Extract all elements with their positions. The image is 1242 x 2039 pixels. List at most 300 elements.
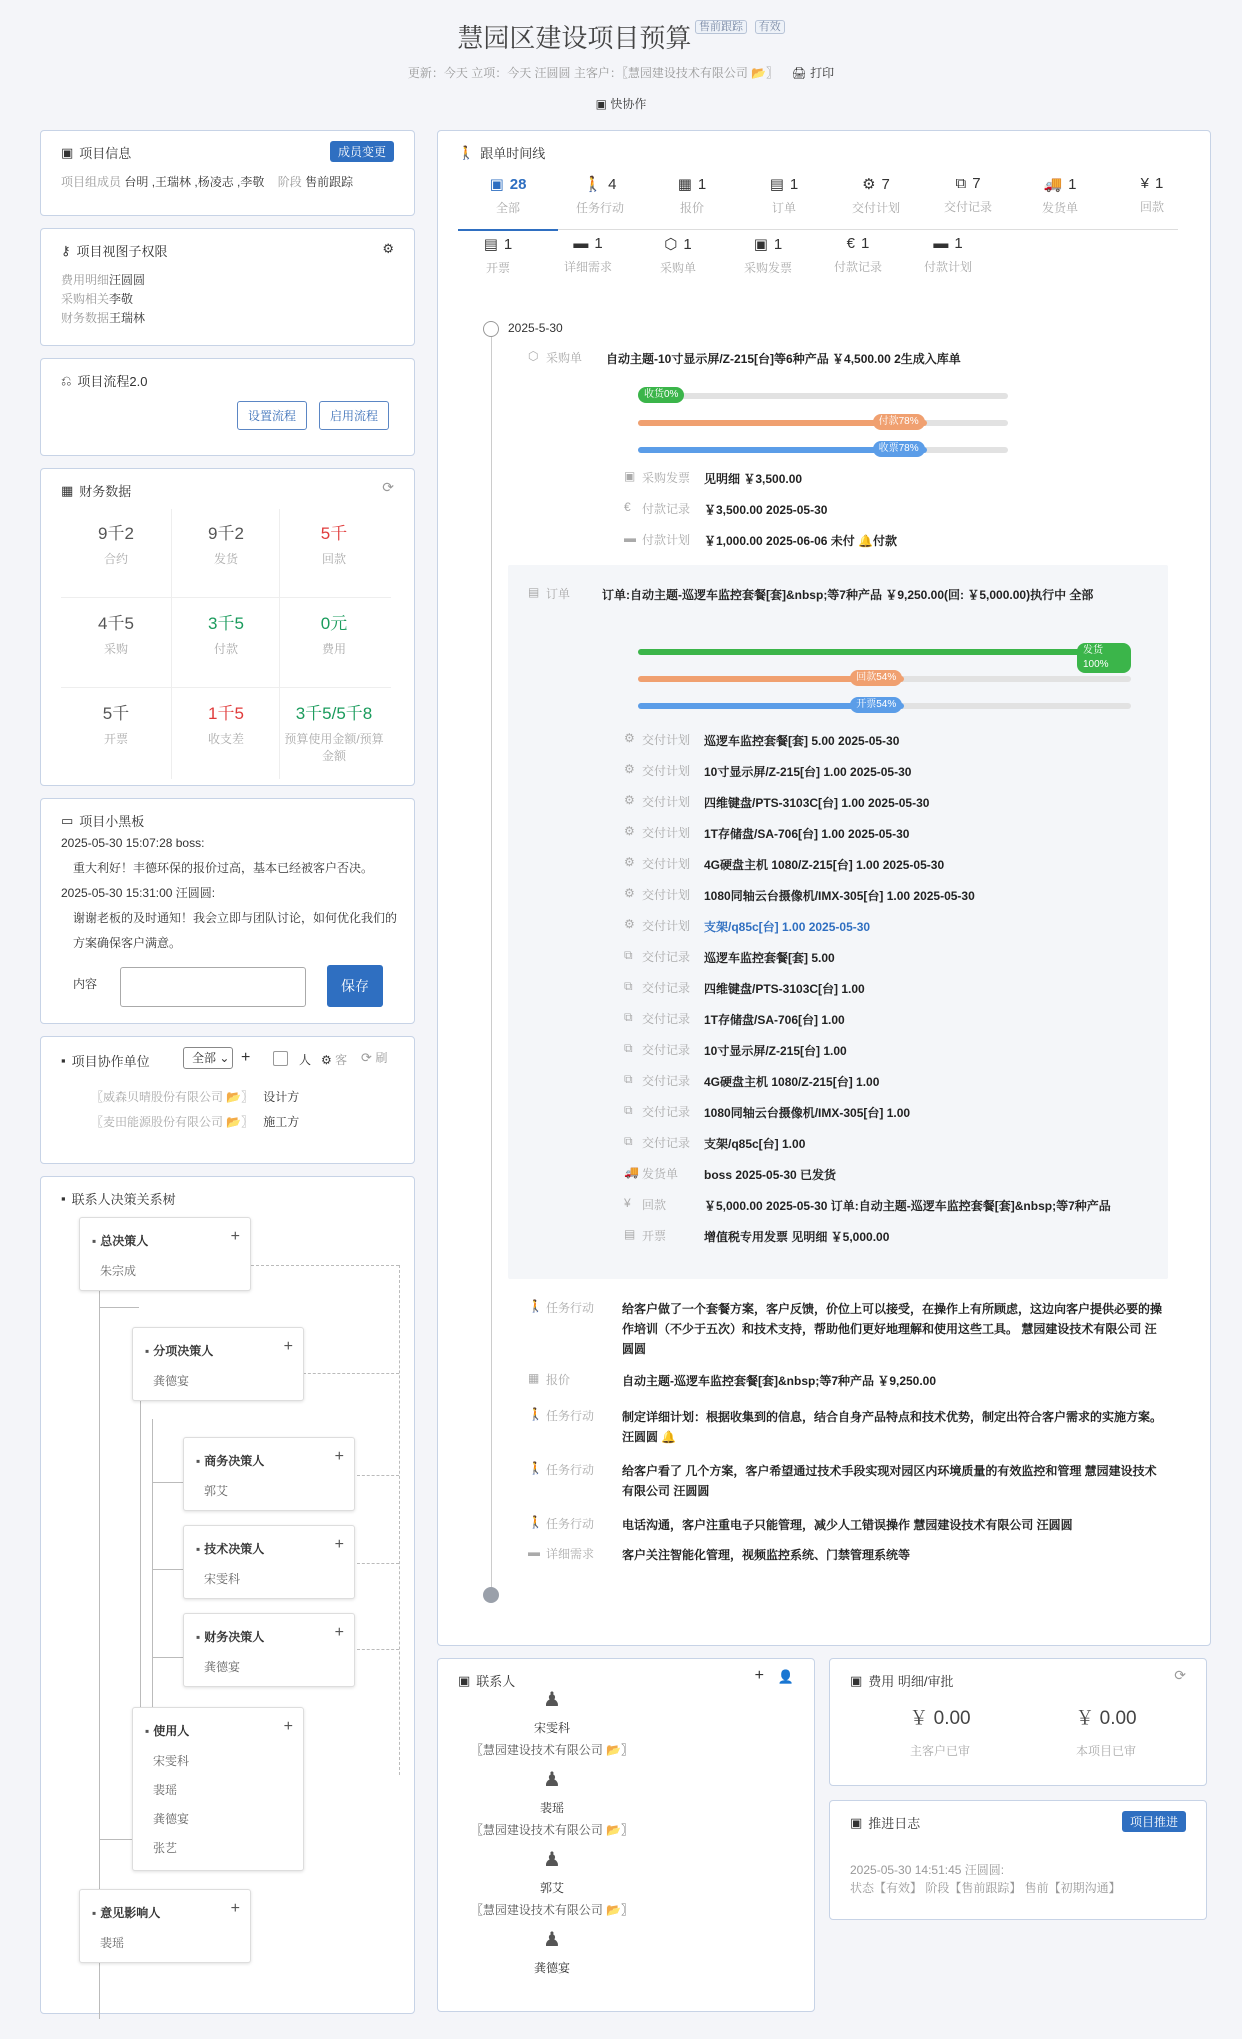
log-line: 状态【有效】 阶段【售前跟踪】 售前【初期沟通】 [850, 1881, 1121, 1895]
tree-dashed-connector [303, 1373, 399, 1374]
permission-panel [40, 228, 415, 346]
timeline-tab[interactable] [548, 235, 628, 275]
stat-label: 合约 [103, 552, 128, 566]
row-type: 交付记录 [642, 1043, 691, 1057]
row-text: ￥5,000.00 2025-05-30 订单:自动主题-巡逻车监控套餐[套]&nbsp;等7种产品 [704, 1199, 1111, 1213]
expense-amount: ￥ 0.00 [909, 1708, 971, 1729]
timeline-row[interactable] [624, 1134, 1184, 1154]
finance-title: 财务数据 [79, 484, 132, 499]
row-type: 交付计划 [642, 733, 691, 747]
expense-label: 主客户已审 [909, 1744, 970, 1758]
tab-count: 1 [1068, 176, 1077, 193]
row-icon: ⧉ [624, 979, 633, 993]
timeline-row[interactable] [624, 886, 1184, 906]
contact-name[interactable]: 裴瑶 [539, 1801, 564, 1815]
person-checkbox[interactable] [273, 1051, 288, 1066]
role-icon: ▪ [92, 1234, 97, 1248]
finance-stat[interactable] [61, 519, 171, 567]
tab-icon: ▬ [933, 235, 949, 252]
finance-icon: ▦ [61, 482, 74, 498]
finance-stat[interactable] [61, 609, 171, 657]
timeline-tab[interactable] [744, 175, 824, 216]
decision-node[interactable] [132, 1707, 304, 1871]
row-type: 交付计划 [642, 919, 691, 933]
decision-member[interactable]: 张艺 [153, 1841, 178, 1855]
coop-row[interactable] [91, 1085, 299, 1110]
progress-bar [638, 443, 1008, 454]
activity-item[interactable] [528, 1407, 1168, 1447]
board-icon: ▭ [61, 812, 74, 828]
contact-name[interactable]: 宋雯科 [533, 1721, 570, 1735]
decision-node[interactable] [132, 1327, 304, 1401]
coop-panel [40, 1036, 415, 1164]
tab-label: 交付计划 [851, 201, 900, 215]
grid-divider [61, 687, 391, 688]
activity-icon: 🚶 [528, 1407, 543, 1421]
row-icon: ⚙ [624, 731, 635, 745]
activity-item[interactable] [528, 1461, 1168, 1501]
tab-divider [558, 229, 1178, 230]
timeline-tab[interactable] [836, 175, 916, 216]
purchase-order-item[interactable]: ⬡ 采购单 自动主题-10寸显示屏/Z-215[台]等6种产品 ￥4,500.00 2生成入库单 [528, 349, 961, 366]
message-header: 2025-05-30 15:07:28 boss: [61, 836, 205, 850]
save-button[interactable]: 保存 [327, 965, 383, 1007]
progress-bar [638, 416, 1008, 427]
decision-member[interactable]: 龚德宴 [204, 1660, 241, 1674]
members-value: 台明 ,王瑞林 ,杨凌志 ,李敬 [124, 175, 265, 189]
row-text: ￥1,000.00 2025-06-06 未付 🔔付款 [704, 534, 898, 548]
row-type: 交付计划 [642, 795, 691, 809]
contacts-title: 联系人 [476, 1674, 516, 1689]
tab-label: 全部 [495, 201, 520, 215]
timeline-end-dot [483, 1587, 499, 1603]
row-text: 支架/q85c[台] 1.00 2025-05-30 [704, 920, 871, 934]
grid-divider [279, 509, 280, 779]
activity-type: 任务行动 [546, 1517, 595, 1531]
decision-member[interactable]: 朱宗成 [100, 1264, 137, 1278]
contact-company[interactable]: 〖慧园建设技术有限公司 📂〗 [470, 1823, 634, 1837]
row-text: 1T存储盘/SA-706[台] 1.00 2025-05-30 [704, 827, 910, 841]
row-text: 巡逻车监控套餐[套] 5.00 2025-05-30 [704, 734, 900, 748]
activity-type: 报价 [546, 1373, 571, 1387]
add-member-button[interactable]: + [334, 1536, 344, 1553]
person-icon: ♟ [543, 1849, 561, 1871]
project-advance-button[interactable]: 项目推进 [1122, 1811, 1186, 1832]
expense-label: 本项目已审 [1075, 1744, 1136, 1758]
tab-icon: ▤ [483, 236, 498, 253]
perm-label: 费用明细 [61, 273, 110, 287]
row-type: 交付记录 [642, 1074, 691, 1088]
contact-company[interactable]: 〖慧园建设技术有限公司 📂〗 [470, 1903, 634, 1917]
decision-node[interactable] [183, 1525, 355, 1599]
progress-tag: 付款78% [873, 414, 925, 430]
row-icon: ⧉ [624, 1103, 633, 1117]
decision-member[interactable]: 龚德宴 [153, 1812, 190, 1826]
gear-icon[interactable]: ⚙ [382, 241, 394, 256]
grid-divider [61, 597, 391, 598]
row-text: 1T存储盘/SA-706[台] 1.00 [704, 1013, 845, 1027]
contacts-icon: ▣ [458, 1672, 471, 1688]
tab-label: 付款计划 [923, 260, 972, 274]
person-icon: ♟ [543, 1769, 561, 1791]
perm-value: 李敬 [109, 292, 134, 306]
add-member-button[interactable]: + [334, 1624, 344, 1641]
activity-icon: 🚶 [528, 1515, 543, 1529]
coop-filter-select[interactable]: 全部 ⌄ [183, 1047, 233, 1069]
set-flow-button[interactable]: 设置流程 [237, 401, 307, 430]
tab-label: 交付记录 [943, 200, 992, 214]
stat-value: 1千5 [208, 704, 244, 723]
cube-icon: ⬡ [528, 349, 539, 363]
tab-icon: 🚶 [583, 176, 603, 193]
tab-count: 7 [881, 176, 890, 193]
decision-member[interactable]: 宋雯科 [204, 1572, 241, 1586]
activity-item[interactable] [528, 1371, 1168, 1391]
row-type: 交付记录 [642, 1136, 691, 1150]
timeline-tab[interactable] [1112, 175, 1192, 215]
row-icon: ▣ [624, 469, 636, 483]
timeline-tab[interactable] [908, 235, 988, 275]
activity-type: 任务行动 [546, 1301, 595, 1315]
tree-title: 联系人决策关系树 [71, 1192, 176, 1207]
collab-icon: ▣ [595, 97, 607, 111]
row-icon: ⧉ [624, 1010, 633, 1024]
coop-role: 设计方 [263, 1090, 300, 1104]
role-icon: ▪ [196, 1542, 201, 1556]
tab-icon: € [846, 235, 855, 252]
tree-dashed-connector [357, 1649, 399, 1650]
row-type: 交付记录 [642, 950, 691, 964]
perm-value: 王瑞林 [109, 311, 146, 325]
person-icon: ♟ [543, 1929, 561, 1951]
info-title: 项目信息 [79, 146, 132, 161]
timeline-row[interactable] [624, 762, 1184, 782]
timeline-row[interactable] [624, 948, 1184, 968]
timeline-tab[interactable] [1020, 175, 1100, 216]
status-badge: 有效 [755, 20, 785, 34]
print-icon: 🖨 [791, 66, 807, 80]
tree-dashed-connector [357, 1475, 399, 1476]
timeline-row[interactable] [624, 1072, 1184, 1092]
progress-bar [638, 645, 1131, 670]
timeline-row[interactable] [624, 500, 1184, 520]
print-link[interactable]: 🖨 打印 [791, 66, 835, 80]
finance-stat[interactable] [171, 519, 281, 567]
decision-member[interactable]: 裴瑶 [153, 1783, 178, 1797]
timeline-row[interactable] [624, 1165, 1184, 1185]
role-icon: ▪ [92, 1906, 97, 1920]
collab-link[interactable]: ▣ 快协作 [595, 97, 647, 111]
add-member-button[interactable]: + [230, 1228, 240, 1245]
contact-company[interactable]: 〖慧园建设技术有限公司 📂〗 [470, 1743, 634, 1757]
stat-label: 费用 [321, 642, 346, 656]
contact-name[interactable]: 龚德宴 [533, 1961, 570, 1975]
coop-row[interactable] [91, 1110, 299, 1135]
decision-node-title: ▪ 意见影响人 [92, 1906, 161, 1920]
grid-divider [171, 509, 172, 779]
role-icon: ▪ [145, 1724, 150, 1738]
tree-dashed-connector [399, 1265, 400, 1775]
row-text: 四维键盘/PTS-3103C[台] 1.00 [704, 982, 865, 996]
walk-icon: 🚶 [458, 144, 475, 160]
tree-connector [99, 1307, 139, 1308]
timeline-row[interactable] [624, 1196, 1184, 1216]
row-icon: ⧉ [624, 1134, 633, 1148]
timeline-tab[interactable] [468, 175, 548, 216]
progress-fill [638, 649, 1131, 655]
tab-count: 1 [503, 236, 513, 253]
perm-value: 汪圆圆 [109, 273, 146, 287]
activity-text: 客户关注智能化管理，视频监控系统、门禁管理系统等 [622, 1548, 911, 1562]
activity-text: 给客户做了一个套餐方案，客户反馈，价位上可以接受，在操作上有所顾虑，这边向客户提供必要的操作培训（不少于五次）和技术支持，帮助他们更好地理解和使用这些工具。 慧园建设技术有限公司 汪圆圆 [622, 1302, 1163, 1356]
perm-row [61, 309, 145, 328]
member-change-button[interactable]: 成员变更 [330, 141, 394, 162]
row-icon: ⚙ [624, 824, 635, 838]
stat-label: 收支差 [207, 732, 244, 746]
timeline-row[interactable] [624, 824, 1184, 844]
tab-label: 订单 [771, 201, 796, 215]
tab-label: 采购单 [659, 261, 696, 275]
timeline-row[interactable] [624, 1227, 1184, 1247]
stage-badge: 售前跟踪 [695, 20, 747, 34]
perm-row [61, 271, 145, 290]
row-icon: ⚙ [624, 855, 635, 869]
activity-type: 任务行动 [546, 1463, 595, 1477]
info-icon: ▣ [61, 144, 74, 160]
add-member-button[interactable]: + [283, 1338, 293, 1355]
tree-icon: ▪ [61, 1191, 66, 1206]
tab-icon: ▦ [677, 176, 692, 193]
timeline-row[interactable] [624, 1041, 1184, 1061]
content-input[interactable] [120, 967, 306, 1007]
add-member-button[interactable]: + [334, 1448, 344, 1465]
stat-label: 预算使用金额/预算金额 [284, 732, 384, 763]
document-icon: ▤ [528, 585, 540, 599]
tab-count: 1 [773, 236, 783, 253]
timeline-row[interactable] [624, 855, 1184, 875]
activity-text: 自动主题-巡逻车监控套餐[套]&nbsp;等7种产品 ￥9,250.00 [622, 1374, 937, 1388]
expense-amount: ￥ 0.00 [1075, 1708, 1137, 1729]
activity-icon: 🚶 [528, 1461, 543, 1475]
row-text: 4G硬盘主机 1080/Z-215[台] 1.00 2025-05-30 [704, 858, 945, 872]
settle-icon[interactable]: ⚙ 客 [321, 1053, 348, 1067]
stat-value: 5千 [320, 524, 348, 543]
decision-node-title: ▪ 商务决策人 [196, 1454, 265, 1468]
coop-company: 〖威森贝晴股份有限公司 📂〗 [91, 1090, 254, 1104]
tab-icon: ▣ [753, 236, 768, 253]
decision-node-title: ▪ 财务决策人 [196, 1630, 265, 1644]
refresh-icon[interactable]: ⟳ [382, 479, 394, 495]
timeline-tab[interactable] [638, 235, 718, 276]
decision-node[interactable] [183, 1437, 355, 1511]
perm-label: 采购相关 [61, 292, 110, 306]
progress-tag: 回款54% [850, 670, 902, 686]
active-tab-indicator [458, 229, 558, 231]
header-meta [0, 64, 1242, 81]
row-text: 巡逻车监控套餐[套] 5.00 [704, 951, 835, 965]
decision-node-title: ▪ 技术决策人 [196, 1542, 265, 1556]
row-type: 交付计划 [642, 764, 691, 778]
tab-count: 1 [683, 236, 692, 253]
tree-dashed-connector [357, 1563, 399, 1564]
finance-stat[interactable] [279, 519, 389, 567]
tab-count: 1 [1155, 175, 1164, 192]
row-text: 支架/q85c[台] 1.00 [704, 1137, 806, 1151]
decision-member[interactable]: 宋雯科 [153, 1754, 190, 1768]
progress-tag: 开票54% [850, 697, 902, 713]
activity-type: 任务行动 [546, 1409, 595, 1423]
timeline-row[interactable] [624, 469, 1184, 489]
tab-icon: ▬ [573, 235, 589, 252]
tab-count: 1 [861, 235, 870, 252]
tab-count: 1 [954, 235, 963, 252]
decision-node[interactable] [79, 1889, 251, 1963]
stat-label: 开票 [103, 732, 128, 746]
stat-label: 付款 [213, 642, 238, 656]
timeline-tab[interactable] [652, 175, 732, 216]
contact-name[interactable]: 郭艾 [539, 1881, 564, 1895]
row-icon: ▤ [624, 1227, 636, 1241]
timeline-tab[interactable] [458, 235, 538, 276]
timeline-date: 2025-5-30 [508, 321, 563, 335]
message-body: 谢谢老板的及时通知！我会立即与团队讨论，如何优化我们的方案确保客户满意。 [73, 911, 398, 950]
timeline-row[interactable] [624, 917, 1184, 937]
add-contact-button[interactable]: + [754, 1667, 764, 1684]
timeline-row[interactable] [624, 731, 1184, 751]
timeline-tab[interactable] [818, 235, 898, 275]
add-member-button[interactable]: + [230, 1900, 240, 1917]
briefcase-icon: ▪ [61, 1053, 66, 1068]
finance-stat[interactable] [171, 609, 281, 657]
log-icon: ▣ [850, 1814, 863, 1830]
progress-bar [638, 672, 1131, 683]
tab-count: 1 [594, 235, 603, 252]
activity-item[interactable] [528, 1545, 1168, 1565]
order-item[interactable]: ▤ 订单 订单:自动主题-巡逻车监控套餐[套]&nbsp;等7种产品 ￥9,250.00(回: ￥5,000.00)执行中 全部 [528, 585, 1094, 602]
timeline-row[interactable] [624, 979, 1184, 999]
stat-label: 发货 [213, 552, 238, 566]
finance-stat[interactable] [61, 699, 171, 747]
tab-label: 发货单 [1041, 201, 1078, 215]
timeline-dot [483, 321, 499, 337]
enable-flow-button[interactable]: 启用流程 [319, 401, 389, 430]
row-icon: ⚙ [624, 917, 635, 931]
coop-role: 施工方 [263, 1115, 300, 1129]
decision-node[interactable] [183, 1613, 355, 1687]
activity-icon: ▬ [528, 1545, 540, 1559]
activity-item[interactable] [528, 1515, 1168, 1535]
row-type: 付款记录 [642, 502, 691, 516]
tab-icon: ⚙ [862, 176, 876, 193]
activity-item[interactable] [528, 1299, 1168, 1359]
meta-text: 更新：今天 立项：今天 汪圆圆 主客户：〖慧园建设技术有限公司 📂〗 [407, 66, 779, 80]
tab-label: 开票 [485, 261, 510, 275]
log-line: 2025-05-30 14:51:45 汪圆圆: [850, 1863, 1005, 1877]
stage-label: 阶段 [277, 175, 302, 189]
expense-icon: ▣ [850, 1672, 863, 1688]
decision-member[interactable]: 裴瑶 [100, 1936, 125, 1950]
timeline-row[interactable] [624, 1103, 1184, 1123]
contacts-panel [437, 1658, 815, 2012]
row-text: 10寸显示屏/Z-215[台] 1.00 2025-05-30 [704, 765, 912, 779]
project-info-panel [40, 130, 415, 216]
row-type: 交付计划 [642, 857, 691, 871]
message-header: 2025-05-30 15:31:00 汪圆圆: [61, 886, 216, 900]
row-text: 见明细 ￥3,500.00 [704, 472, 803, 486]
timeline-tab[interactable] [560, 175, 640, 216]
content-label: 内容 [73, 977, 98, 991]
key-icon: ⚷ [61, 242, 71, 258]
refresh-icon[interactable]: ⟳ [1174, 1667, 1186, 1683]
row-type: 开票 [642, 1229, 667, 1243]
add-coop-button[interactable]: + [241, 1049, 251, 1066]
row-text: boss 2025-05-30 已发货 [704, 1168, 837, 1182]
progress-log-panel [829, 1800, 1207, 1920]
tab-label: 付款记录 [833, 260, 882, 274]
timeline-row[interactable] [624, 1010, 1184, 1030]
flow-panel [40, 358, 415, 456]
tab-count: 1 [789, 176, 799, 193]
activity-text: 电话沟通，客户注重电子只能管理，减少人工错误操作 慧园建设技术有限公司 汪圆圆 [622, 1518, 1073, 1532]
flow-title: 项目流程2.0 [77, 374, 148, 389]
finance-stat[interactable] [171, 699, 281, 747]
activity-type: 详细需求 [546, 1547, 595, 1561]
timeline-tab[interactable] [928, 175, 1008, 215]
stat-value: 3千5 [208, 614, 244, 633]
row-type: 交付计划 [642, 826, 691, 840]
row-icon: 🚚 [624, 1165, 639, 1179]
decision-member[interactable]: 郭艾 [204, 1484, 229, 1498]
stat-label: 采购 [103, 642, 128, 656]
refresh-icon[interactable]: ⟳ 刷 [361, 1050, 388, 1065]
timeline-row[interactable] [624, 531, 1184, 551]
activity-icon: 🚶 [528, 1299, 543, 1313]
tab-label: 报价 [679, 201, 704, 215]
stat-value: 0元 [320, 614, 348, 633]
decision-member[interactable]: 龚德宴 [153, 1374, 190, 1388]
decision-tree-panel [40, 1176, 415, 2014]
stage-value: 售前跟踪 [305, 175, 354, 189]
row-icon: € [624, 500, 631, 514]
tree-connector [152, 1419, 153, 1731]
row-type: 交付记录 [642, 1012, 691, 1026]
add-member-button[interactable]: + [283, 1718, 293, 1735]
stat-value: 5千 [102, 704, 130, 723]
tab-icon: ▣ [489, 176, 504, 193]
page-title: 慧园区建设项目预算 [457, 23, 692, 53]
perm-label: 财务数据 [61, 311, 110, 325]
tab-icon: ¥ [1140, 175, 1149, 192]
expense-title: 费用 明细/审批 [868, 1674, 954, 1689]
tab-icon: ⧉ [955, 175, 967, 192]
coop-title: 项目协作单位 [71, 1054, 150, 1069]
add-user-icon[interactable]: 👤 [777, 1669, 794, 1684]
decision-node[interactable] [79, 1217, 251, 1291]
timeline-tab[interactable] [728, 235, 808, 276]
role-icon: ▪ [196, 1630, 201, 1644]
timeline-row[interactable] [624, 793, 1184, 813]
finance-stat[interactable] [279, 699, 389, 764]
row-text: 1080同轴云台摄像机/IMX-305[台] 1.00 2025-05-30 [704, 889, 975, 903]
timeline-line [491, 331, 492, 1601]
tab-count: 1 [697, 176, 707, 193]
tab-label: 详细需求 [563, 260, 612, 274]
row-type: 交付计划 [642, 888, 691, 902]
row-text: 10寸显示屏/Z-215[台] 1.00 [704, 1044, 847, 1058]
row-type: 付款计划 [642, 533, 691, 547]
stat-value: 9千2 [208, 524, 244, 543]
finance-stat[interactable] [279, 609, 389, 657]
